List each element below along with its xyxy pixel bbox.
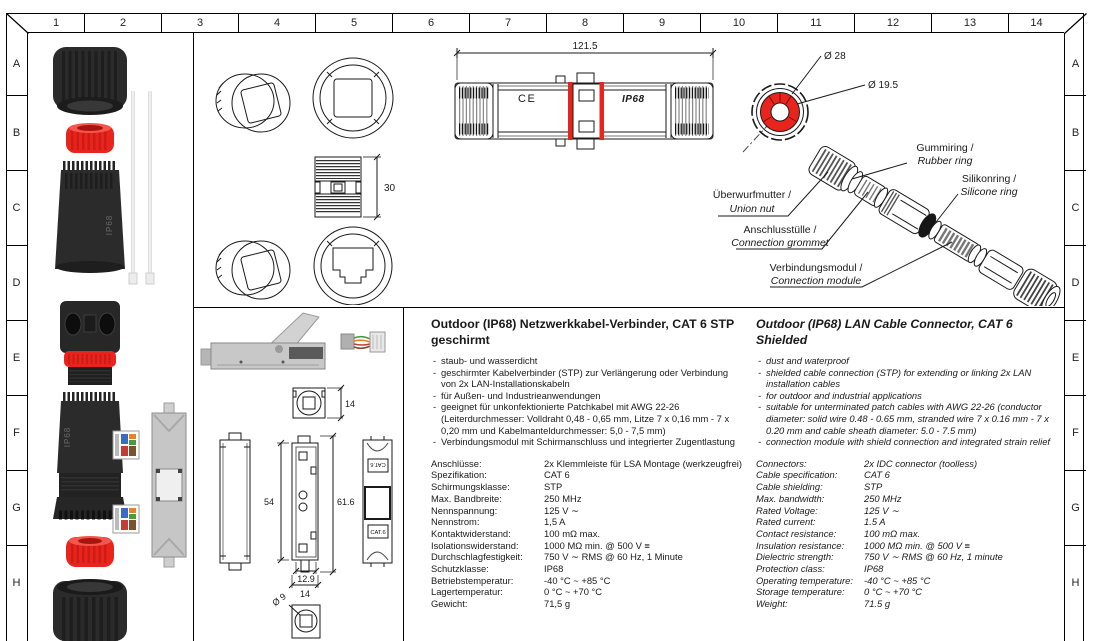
leader-rubber-ring <box>852 163 907 179</box>
molded-ip-mark: IP68 <box>105 214 114 236</box>
spec-title-de <box>431 316 740 348</box>
spec-block-de <box>404 307 746 610</box>
spec-row-label: Betriebstemperatur: <box>431 574 514 586</box>
spec-table-en <box>756 458 1056 610</box>
spec-title-en-line1: Outdoor (IP68) LAN Cable Connector, CAT 6 <box>756 317 1013 331</box>
grid-row-label: E <box>1065 320 1086 395</box>
label-rubber-ring-de: Gummiring / <box>916 142 974 154</box>
leader-silicone-ring <box>933 194 958 226</box>
spec-table-de <box>431 458 740 610</box>
label-rubber-ring-en: Rubber ring <box>917 155 973 167</box>
label-grommet-de: Anschlusstülle / <box>743 224 817 236</box>
module-views <box>193 307 403 641</box>
grid-row-label: B <box>1065 95 1086 170</box>
photo-connector-body-top <box>55 166 125 273</box>
spec-bullet: - Verbindungsmodul mit Schirmanschluss und integrierter Zugentlastung <box>431 436 740 448</box>
grid-ruler-right <box>1064 33 1086 641</box>
grid-row-label: B <box>6 95 27 170</box>
spec-row <box>431 458 740 470</box>
spec-row <box>431 469 740 481</box>
spec-row-value: IP68 <box>544 563 564 575</box>
grid-column-label: 13 <box>931 13 1008 32</box>
ce-mark: CE <box>518 93 537 105</box>
label-silicone-ring-en: Silicone ring <box>960 186 1018 198</box>
spec-row-label: Lagertemperatur: <box>431 586 503 598</box>
spec-row <box>756 516 1056 528</box>
grid-column-label: 12 <box>854 13 931 32</box>
spec-row <box>431 528 740 540</box>
spec-row-value: 2x IDC connector (toolless) <box>864 457 978 469</box>
grid-row-label: E <box>6 320 27 395</box>
side-view-left-cap <box>455 83 493 139</box>
spec-row-label: Operating temperature: <box>756 574 853 586</box>
spec-bullet: - dust and waterproof <box>756 355 1056 367</box>
label-module-en: Connection module <box>770 275 862 287</box>
spec-row-value: 250 MHz <box>864 492 902 504</box>
spec-row-label: Isolationswiderstand: <box>431 539 519 551</box>
spec-row-label: Schutzklasse: <box>431 563 489 575</box>
spec-row-value: 1,5 A <box>544 516 566 528</box>
photo-connection-module <box>152 403 186 567</box>
assembled-side-view <box>440 40 730 155</box>
photo-wiring-label <box>113 431 139 459</box>
spec-row <box>431 575 740 587</box>
spec-row-label: Gewicht: <box>431 598 468 610</box>
coupler-front-view-square <box>313 58 393 138</box>
cat6-label-bottom: CAT.6 <box>370 530 386 536</box>
grid-column-label: 10 <box>700 13 777 32</box>
seal-band-right <box>600 82 605 140</box>
spec-row-value: 750 V ∼ RMS @ 60 Hz, 1 minute <box>864 551 1003 563</box>
spec-row-label: Weight: <box>756 598 788 610</box>
spec-row-label: Spezifikation: <box>431 469 487 481</box>
spec-row <box>431 516 740 528</box>
spec-row-label: Dielectric strength: <box>756 551 834 563</box>
spec-row <box>431 493 740 505</box>
coupler-front-view-keystone <box>314 227 392 305</box>
grid-row-label: H <box>6 545 27 620</box>
molded-ip-mark: IP68 <box>63 426 72 448</box>
grid-column-label: 3 <box>161 13 238 32</box>
spec-bullets-de <box>431 355 740 448</box>
length-dimension: 121.5 <box>572 41 598 52</box>
spec-row-label: Storage temperature: <box>756 586 845 598</box>
spec-row-value: 250 MHz <box>544 492 582 504</box>
module-front-view <box>292 436 318 572</box>
spec-row-label: Cable specification: <box>756 469 838 481</box>
module-bottom-view <box>292 605 320 638</box>
spec-bullet: - für Außen- und Industrieanwendungen <box>431 390 740 402</box>
frame-corner-diagonal-tr <box>1064 13 1087 34</box>
spec-row <box>431 598 740 610</box>
coupler-iso-view-bottom <box>216 241 290 299</box>
module-left-view <box>220 433 250 570</box>
photo-seal-ring-bottom <box>66 536 114 567</box>
spec-row <box>756 563 1056 575</box>
spec-title-de-line1: Outdoor (IP68) Netzwerkkabel-Verbinder, CAT 6 STP <box>431 317 735 331</box>
grid-row-label: G <box>1065 470 1086 545</box>
spec-row <box>756 505 1056 517</box>
grid-row-label: F <box>6 395 27 470</box>
coupler-views <box>193 33 420 305</box>
spec-row-label: Nennstrom: <box>431 516 480 528</box>
spec-row <box>756 575 1056 587</box>
spec-row <box>756 528 1056 540</box>
spec-block-en <box>748 307 1062 610</box>
grid-row-label: F <box>1065 395 1086 470</box>
grid-row-label: A <box>1071 58 1080 70</box>
spec-row <box>756 458 1056 470</box>
spec-bullet: - connection module with shield connection and integrated strain relief <box>756 436 1056 448</box>
spec-row-value: 750 V ∼ RMS @ 60 Hz, 1 Minute <box>544 551 683 563</box>
spec-row <box>756 586 1056 598</box>
label-union-nut-en: Union nut <box>729 203 775 215</box>
spec-row <box>431 540 740 552</box>
spec-row-value: 1000 MΩ min. @ 500 V ≡ <box>544 539 650 551</box>
photo-cable-ties <box>129 91 154 284</box>
outer-diameter-label: Ø 28 <box>824 51 846 62</box>
module-hole-diameter: Ø 9 <box>270 591 288 609</box>
photo-coupling-nut <box>60 301 120 385</box>
label-union-nut-de: Überwurfmutter / <box>712 189 792 201</box>
spec-row <box>756 540 1056 552</box>
spec-row-label: Anschlüsse: <box>431 457 482 469</box>
grid-column-label: 8 <box>546 13 623 32</box>
photo-field-plug <box>201 313 325 369</box>
grid-row-label: H <box>1065 545 1086 620</box>
grid-row-label: A <box>12 58 21 70</box>
grid-column-label: 9 <box>623 13 700 32</box>
exploded-view <box>700 130 1070 306</box>
inner-diameter-label: Ø 19.5 <box>868 80 899 91</box>
spec-row-value: 100 mΩ max. <box>544 527 600 539</box>
coupler-side-view <box>315 154 381 220</box>
spec-row-value: 1000 MΩ min. @ 500 V ≡ <box>864 539 971 551</box>
module-top-view <box>293 385 344 421</box>
spec-row <box>756 469 1056 481</box>
spec-row <box>431 586 740 598</box>
spec-bullets-en <box>756 355 1056 448</box>
grid-ruler-left <box>6 33 28 641</box>
spec-row-value: CAT 6 <box>544 469 570 481</box>
label-module-de: Verbindungsmodul / <box>769 262 863 274</box>
spec-row-value: -40 °C ~ +85 °C <box>544 574 611 586</box>
spec-row <box>756 493 1056 505</box>
spec-row-value: 71,5 g <box>544 598 571 610</box>
grid-row-label: C <box>1065 170 1086 245</box>
spec-row-label: Contact resistance: <box>756 527 837 539</box>
spec-title-de-line2: geschirmt <box>431 333 490 347</box>
spec-row <box>431 563 740 575</box>
grid-column-label: 2 <box>84 13 161 32</box>
spec-row-value: STP <box>544 481 563 493</box>
spec-row-value: 0 °C ~ +70 °C <box>544 586 603 598</box>
photo-parts-column <box>28 33 193 641</box>
spec-row <box>431 551 740 563</box>
spec-bullet: - for outdoor and industrial applications <box>756 390 1056 402</box>
spec-row-label: Max. Bandbreite: <box>431 492 502 504</box>
photo-seal-ring-top <box>66 123 114 153</box>
spec-row-label: Rated current: <box>756 516 816 528</box>
spec-row-value: 71.5 g <box>864 598 891 610</box>
grid-row-label: G <box>6 470 27 545</box>
spec-row <box>756 481 1056 493</box>
label-silicone-ring-de: Silikonring / <box>961 173 1017 185</box>
module-bottom-width: 14 <box>299 589 311 599</box>
grid-row-label: D <box>1065 245 1086 320</box>
grid-row-label: D <box>6 245 27 320</box>
spec-row-label: Kontaktwiderstand: <box>431 527 511 539</box>
spec-row-value: 0 °C ~ +70 °C <box>864 586 923 598</box>
spec-row-value: 125 V ∼ <box>544 504 579 516</box>
seal-band-left <box>568 82 573 140</box>
spec-row-label: Schirmungsklasse: <box>431 481 510 493</box>
spec-row-value: 1.5 A <box>864 516 886 528</box>
photo-wired-contact <box>341 332 385 352</box>
spec-row <box>756 598 1056 610</box>
photo-wiring-label <box>113 505 139 533</box>
coupler-height-dimension: 30 <box>384 183 396 194</box>
grid-row-label: C <box>6 170 27 245</box>
spec-row-label: Insulation resistance: <box>756 539 845 551</box>
spec-row <box>756 551 1056 563</box>
grid-column-label: 4 <box>238 13 315 32</box>
spec-row-label: Cable shielding: <box>756 481 823 493</box>
spec-row-value: 125 V ∼ <box>864 504 899 516</box>
coupler-iso-view-top <box>216 74 290 132</box>
spec-row-label: Nennspannung: <box>431 504 498 516</box>
spec-row <box>431 481 740 493</box>
spec-row-value: 100 mΩ max. <box>864 527 921 539</box>
spec-row-label: Connectors: <box>756 457 807 469</box>
spec-row-label: Durchschlagfestigkeit: <box>431 551 523 563</box>
ip68-mark: IP68 <box>622 94 645 105</box>
module-inner-width: 12.9 <box>297 574 315 584</box>
spec-bullet: - suitable for unterminated patch cables with AWG 22-26 (conductor diameter: solid wire 0.48 - 0.65 mm, stranded wire 7 x 0.16 mm - 7 x 0.20 mm and cable sheath diameter: 5.0 - 7.5 mm) <box>756 401 1056 436</box>
spec-row-label: Max. bandwidth: <box>756 492 825 504</box>
module-body-length: 54 <box>263 497 275 507</box>
spec-bullet: - geeignet für unkonfektionierte Patchkabel mit AWG 22-26 (Leiterdurchmesser: Volldraht 0,48 - 0,65 mm, Litze 7 x 0,16 mm - 7 x 0,20 mm und Kabelmanteldurchmesser: 5,0 - 7,5 mm) <box>431 401 740 436</box>
module-total-length: 61.6 <box>337 497 355 507</box>
photo-union-nut-top <box>53 47 127 115</box>
spec-row-label: Protection class: <box>756 563 825 575</box>
spec-title-en <box>756 316 1056 348</box>
grid-column-label: 14 <box>1008 13 1064 32</box>
spec-title-en-line2: Shielded <box>756 333 808 347</box>
spec-bullet: - staub- und wasserdicht <box>431 355 740 367</box>
spec-row-value: IP68 <box>864 563 884 575</box>
module-top-width: 14 <box>345 399 356 409</box>
cat6-label-top: CAT.6 <box>370 461 386 467</box>
grid-column-label: 1 <box>52 16 60 29</box>
spec-row-label: Rated Voltage: <box>756 504 818 516</box>
grid-column-label: 6 <box>392 13 469 32</box>
grid-column-label: 5 <box>315 13 392 32</box>
spec-row-value: 2x Klemmleiste für LSA Montage (werkzeugfrei) <box>544 457 742 469</box>
grid-column-label: 11 <box>777 13 854 32</box>
frame-corner-diagonal-tl <box>6 13 29 34</box>
grid-column-label: 7 <box>469 13 546 32</box>
spec-bullet: - geschirmter Kabelverbinder (STP) zur Verlängerung oder Verbindung von 2x LAN-Installationskabeln <box>431 367 740 390</box>
module-right-view <box>363 436 392 567</box>
spec-row-value: STP <box>864 481 883 493</box>
spec-row <box>431 505 740 517</box>
spec-row-value: -40 °C ~ +85 °C <box>864 574 931 586</box>
spec-bullet: - shielded cable connection (STP) for extending or linking 2x LAN installation cables <box>756 367 1056 390</box>
label-grommet-en: Connection grommet <box>731 237 829 249</box>
spec-row-value: CAT 6 <box>864 469 890 481</box>
photo-union-nut-bottom <box>53 579 127 641</box>
